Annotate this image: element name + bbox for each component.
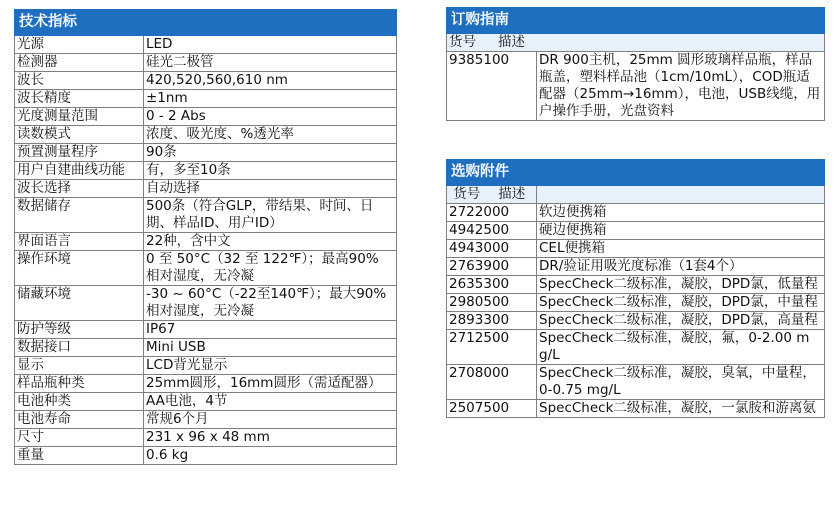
- accessory-item-number: 2712500: [447, 330, 537, 365]
- spec-value: 硅光二极管: [144, 54, 397, 72]
- spec-label: 波长精度: [15, 90, 144, 108]
- spec-label: 波长: [15, 72, 144, 90]
- accessory-item-number: 4943000: [447, 240, 537, 258]
- accessory-item-number: 2722000: [447, 204, 537, 222]
- spec-value: IP67: [144, 321, 397, 339]
- spec-label: 数据储存: [15, 198, 144, 233]
- spec-label: 样品瓶种类: [15, 375, 144, 393]
- spec-value: 420,520,560,610 nm: [144, 72, 397, 90]
- accessories-title: 选购附件: [447, 160, 825, 186]
- spec-row: [15, 411, 397, 429]
- spec-row: [15, 198, 397, 233]
- spec-value: 0.6 kg: [144, 447, 397, 465]
- spec-value: LED: [144, 36, 397, 54]
- spec-row: [15, 54, 397, 72]
- spec-label: 数据接口: [15, 339, 144, 357]
- spec-value: 500条（符合GLP，带结果、时间、日期、样品ID、用户ID）: [144, 198, 397, 233]
- order-row: [447, 52, 825, 121]
- spec-value: ±1nm: [144, 90, 397, 108]
- spec-label: 预置测量程序: [15, 144, 144, 162]
- spec-row: [15, 144, 397, 162]
- spec-value: 自动选择: [144, 180, 397, 198]
- spec-row: [15, 36, 397, 54]
- spec-row: [15, 429, 397, 447]
- spec-value: 有，多至10条: [144, 162, 397, 180]
- order-col-desc: 描述: [498, 34, 525, 50]
- spec-value: 231 x 96 x 48 mm: [144, 429, 397, 447]
- accessory-item-number: 2763900: [447, 258, 537, 276]
- accessory-description: SpecCheck二级标准，凝胶，一氯胺和游离氨: [537, 400, 825, 418]
- spec-value: 22种，含中文: [144, 233, 397, 251]
- spec-label: 波长选择: [15, 180, 144, 198]
- accessory-row: [447, 312, 825, 330]
- spec-value: 0 - 2 Abs: [144, 108, 397, 126]
- spec-row: [15, 126, 397, 144]
- spec-label: 防护等级: [15, 321, 144, 339]
- spec-row: [15, 108, 397, 126]
- accessory-description: SpecCheck二级标准，凝胶，臭氧，中量程，0-0.75 mg/L: [537, 365, 825, 400]
- accessory-description: SpecCheck二级标准，凝胶，DPD氯，中量程: [537, 294, 825, 312]
- accessory-row: [447, 204, 825, 222]
- accessory-row: [447, 365, 825, 400]
- accessory-row: [447, 240, 825, 258]
- spec-row: [15, 393, 397, 411]
- spec-label: 电池种类: [15, 393, 144, 411]
- order-column-header: [447, 34, 825, 52]
- spec-row: [15, 357, 397, 375]
- spec-value: AA电池，4节: [144, 393, 397, 411]
- spec-label: 光源: [15, 36, 144, 54]
- accessory-item-number: 2980500: [447, 294, 537, 312]
- spec-label: 操作环境: [15, 251, 144, 286]
- spec-label: 显示: [15, 357, 144, 375]
- order-col-item: 货号: [449, 34, 476, 50]
- accessory-row: [447, 222, 825, 240]
- spec-label: 光度测量范围: [15, 108, 144, 126]
- spec-value: 0 至 50°C（32 至 122℉）；最高90% 相对湿度，无冷凝: [144, 251, 397, 286]
- spec-value: LCD背光显示: [144, 357, 397, 375]
- spec-row: [15, 72, 397, 90]
- order-title: 订购指南: [447, 8, 825, 34]
- accessories-table: [446, 159, 825, 418]
- accessory-description: DR/验证用吸光度标准（1套4个）: [537, 258, 825, 276]
- spec-row: [15, 233, 397, 251]
- accessory-description: 硬边便携箱: [537, 222, 825, 240]
- accessory-row: [447, 276, 825, 294]
- accessory-item-number: 4942500: [447, 222, 537, 240]
- spec-label: 尺寸: [15, 429, 144, 447]
- spec-value: Mini USB: [144, 339, 397, 357]
- spec-row: [15, 339, 397, 357]
- accessory-row: [447, 400, 825, 418]
- spec-value: 浓度、吸光度、%透光率: [144, 126, 397, 144]
- accessories-body: [447, 204, 825, 418]
- order-body: [447, 52, 825, 121]
- accessories-col-desc: 描述: [498, 186, 526, 202]
- spec-row: [15, 321, 397, 339]
- accessory-description: SpecCheck二级标准，凝胶，DPD氯，高量程: [537, 312, 825, 330]
- accessory-item-number: 2893300: [447, 312, 537, 330]
- spec-row: [15, 447, 397, 465]
- order-table: [446, 7, 825, 121]
- accessory-item-number: 2507500: [447, 400, 537, 418]
- spec-label: 重量: [15, 447, 144, 465]
- spec-label: 检测器: [15, 54, 144, 72]
- accessory-item-number: 2635300: [447, 276, 537, 294]
- accessory-row: [447, 294, 825, 312]
- accessory-description: 软边便携箱: [537, 204, 825, 222]
- spec-body: [15, 36, 397, 465]
- accessories-col-item: 货号 描述: [447, 186, 537, 204]
- spec-title: 技术指标: [15, 10, 397, 36]
- accessory-description: SpecCheck二级标准，凝胶，DPD氯，低量程: [537, 276, 825, 294]
- spec-row: [15, 251, 397, 286]
- accessory-item-number: 2708000: [447, 365, 537, 400]
- accessories-col-spacer: [537, 186, 825, 204]
- accessory-description: CEL便携箱: [537, 240, 825, 258]
- order-description: DR 900主机，25mm 圆形玻璃样品瓶，样品瓶盖，塑料样品池（1cm/10mL），COD瓶适配器（25mm→16mm），电池，USB线缆，用户操作手册，光盘资料: [537, 52, 825, 121]
- spec-label: 电池寿命: [15, 411, 144, 429]
- accessory-description: SpecCheck二级标准，凝胶，氟，0-2.00 mg/L: [537, 330, 825, 365]
- spec-row: [15, 286, 397, 321]
- spec-value: 25mm圆形，16mm圆形（需适配器）: [144, 375, 397, 393]
- order-item-number: 9385100: [447, 52, 537, 121]
- spec-row: [15, 162, 397, 180]
- spec-table: [14, 9, 397, 465]
- spec-label: 储藏环境: [15, 286, 144, 321]
- spec-value: -30 ~ 60°C（-22至140℉）；最大90%相对湿度，无冷凝: [144, 286, 397, 321]
- spec-value: 常规6个月: [144, 411, 397, 429]
- spec-row: [15, 90, 397, 108]
- accessory-row: [447, 258, 825, 276]
- spec-label: 用户自建曲线功能: [15, 162, 144, 180]
- spec-label: 界面语言: [15, 233, 144, 251]
- spec-value: 90条: [144, 144, 397, 162]
- spec-row: [15, 375, 397, 393]
- spec-label: 读数模式: [15, 126, 144, 144]
- spec-row: [15, 180, 397, 198]
- accessory-row: [447, 330, 825, 365]
